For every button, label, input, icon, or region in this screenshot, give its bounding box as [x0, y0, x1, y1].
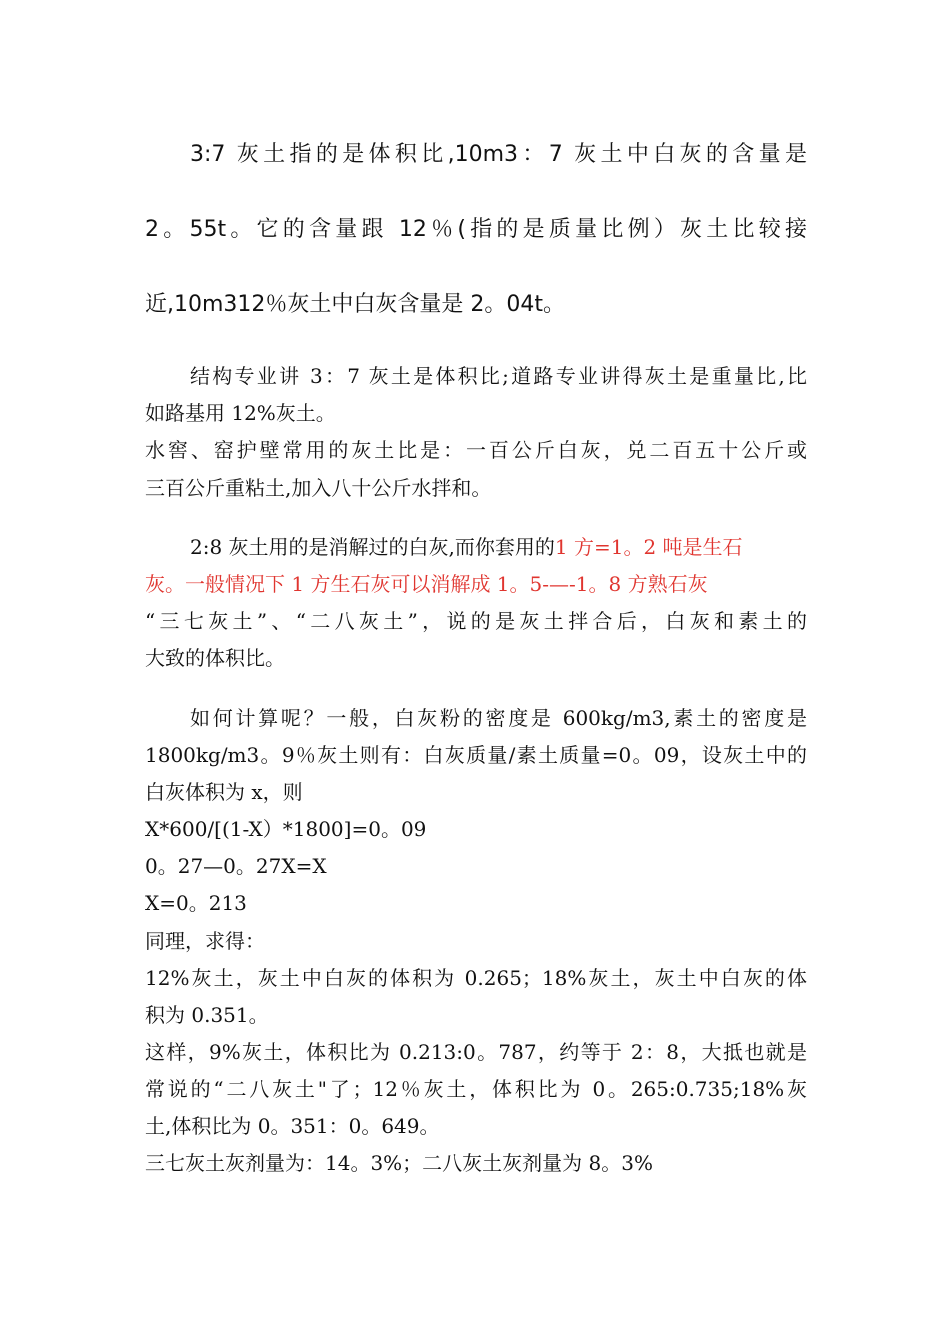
para6-line10: 这样，9%灰土，体积比为 0.213:0。787，约等于 2：8，大抵也就是 [145, 1040, 807, 1064]
para6-line13: 三七灰土灰剂量为：14。3%；二八灰土灰剂量为 8。3% [145, 1151, 653, 1175]
para6-line7: 同理，求得： [145, 929, 265, 953]
para1-line1: 3:7 灰土指的是体积比,10m3：7 灰土中白灰的含量是 [190, 142, 807, 167]
para6-line3: 白灰体积为 x，则 [145, 780, 303, 804]
formula-line3: X=0。213 [145, 891, 247, 915]
para2-line1: 结构专业讲 3：7 灰土是体积比;道路专业讲得灰土是重量比,比 [190, 364, 807, 388]
para6-line12: 土,体积比为 0。351：0。649。 [145, 1114, 440, 1138]
para4-line2-highlight: 灰。一般情况下 1 方生石灰可以消解成 1。5-—-1。8 方熟石灰 [145, 572, 708, 596]
para3-line1: 水窖、窑护壁常用的灰土比是：一百公斤白灰，兑二百五十公斤或 [145, 438, 807, 462]
para6-line2: 1800kg/m3。9％灰土则有：白灰质量/素土质量=0。09，设灰土中的 [145, 743, 807, 767]
para4-line1 [145, 531, 807, 560]
para6-line8: 12%灰土，灰土中白灰的体积为 0.265；18%灰土，灰土中白灰的体 [145, 966, 807, 990]
para5-line2: 大致的体积比。 [145, 646, 285, 670]
para2-line2: 如路基用 12%灰土。 [145, 401, 336, 425]
para1-line2: 2。55t。它的含量跟 12％(指的是质量比例）灰土比较接 [145, 217, 807, 242]
para5-line1: “三七灰土”、“二八灰土”，说的是灰土拌合后，白灰和素土的 [145, 609, 807, 633]
formula-line1: X*600/[(1-X）*1800]=0。09 [145, 817, 427, 841]
para3-line2: 三百公斤重粘土,加入八十公斤水拌和。 [145, 476, 492, 500]
para6-line9: 积为 0.351。 [145, 1003, 269, 1027]
para6-line11: 常说的“二八灰土"了；12％灰土，体积比为 0。265:0.735;18%灰 [145, 1077, 807, 1101]
para4-line1-text: 2:8 灰土用的是消解过的白灰,而你套用的 [190, 535, 555, 559]
formula-line2: 0。27—0。27X=X [145, 854, 327, 878]
para6-line1: 如何计算呢？一般，白灰粉的密度是 600kg/m3,素土的密度是 [190, 706, 807, 730]
para4-line1-highlight: 1 方=1。2 吨是生石 [554, 535, 743, 559]
para1-line3: 近,10m312％灰土中白灰含量是 2。04t。 [145, 292, 566, 317]
